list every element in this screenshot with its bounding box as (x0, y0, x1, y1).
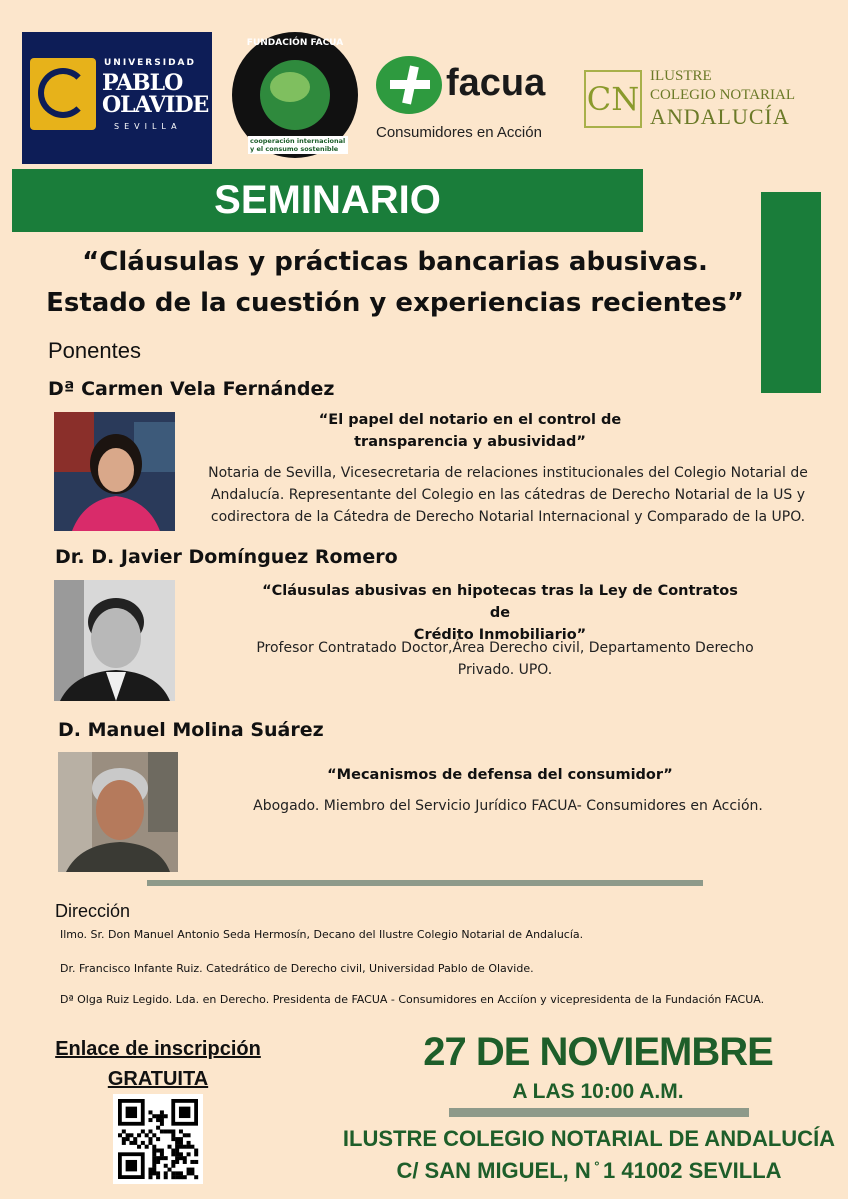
facua-plus-icon (376, 56, 442, 114)
upo-logo-line2: PABLO (102, 70, 183, 96)
event-date: 27 DE NOVIEMBRE (423, 1030, 773, 1074)
speaker-1-talk (260, 409, 680, 453)
seminar-title-line1: “Cláusulas y prácticas bancarias abusivas. (82, 247, 708, 277)
facua-logo-tagline: Consumidores en Acción (376, 124, 542, 141)
globe-icon (260, 60, 330, 130)
event-divider (449, 1108, 749, 1117)
speaker-3-photo (58, 752, 178, 872)
speaker-2-photo (54, 580, 175, 701)
speaker-3-talk (280, 764, 720, 786)
direccion-item-2: Dr. Francisco Infante Ruiz. Catedrático de Derecho civil, Universidad Pablo de Olavide. (60, 962, 534, 975)
colegio-notarial-logo (584, 64, 824, 134)
facua-logo-word: facua (446, 62, 546, 104)
event-time: A LAS 10:00 A.M. (512, 1080, 684, 1103)
speaker-3-name: D. Manuel Molina Suárez (58, 719, 324, 741)
speaker-2-talk-line1: “Cláusulas abusivas en hipotecas tras la Ley de Contratos de (262, 583, 738, 621)
upo-logo-line1: UNIVERSIDAD (104, 58, 196, 68)
speaker-2-name: Dr. D. Javier Domínguez Romero (55, 546, 398, 568)
qr-code[interactable] (113, 1094, 203, 1184)
upo-logo-line4: SEVILLA (114, 122, 182, 131)
seminar-title-line2: Estado de la cuestión y experiencias recientes” (46, 288, 744, 318)
speaker-1-bio (188, 462, 828, 528)
speaker-3-bio (218, 795, 798, 817)
speaker-2-bio-line1: Profesor Contratado Doctor,Área Derecho civil, Departamento Derecho (256, 640, 754, 656)
notarial-logo-line1: ILUSTRE (650, 68, 712, 84)
upo-logo-line3: OLAVIDE (102, 92, 209, 118)
ponentes-heading: Ponentes (48, 338, 141, 363)
upo-emblem-icon (30, 58, 96, 130)
notarial-logo-line2: COLEGIO NOTARIAL (650, 87, 796, 103)
speaker-1-bio-line3: codirectora de la Cátedra de Derecho Notarial Internacional y Comparado de la UPO. (210, 509, 806, 525)
direccion-item-1: Ilmo. Sr. Don Manuel Antonio Seda Hermosín, Decano del Ilustre Colegio Notarial de Andalucía. (60, 928, 584, 941)
inscripcion-link[interactable] (36, 1034, 280, 1094)
speaker-2-bio (210, 637, 800, 681)
speaker-2-talk-line2: Crédito Inmobiliario” (413, 627, 587, 643)
upo-logo (22, 32, 212, 164)
direccion-heading: Dirección (55, 901, 131, 921)
fundacion-logo-title: FUNDACIÓN FACUA (246, 38, 344, 48)
speaker-2-bio-line2: Privado. UPO. (457, 662, 553, 678)
speaker-3-bio-line1: Abogado. Miembro del Servicio Jurídico FACUA- Consumidores en Acción. (253, 798, 763, 814)
direccion-item-3: Dª Olga Ruiz Legido. Lda. en Derecho. Presidenta de FACUA - Consumidores en Acciíon y vicepresidenta de la Fundación FACUA. (60, 993, 765, 1006)
speaker-3-talk-line1: “Mecanismos de defensa del consumidor” (327, 767, 673, 783)
fundacion-facua-logo (232, 32, 358, 164)
speaker-1-photo (54, 412, 175, 531)
inscripcion-line1[interactable]: Enlace de inscripción (55, 1038, 261, 1060)
fundacion-logo-subtitle: cooperación internacional y el consumo sostenible (248, 136, 348, 154)
event-venue: ILUSTRE COLEGIO NOTARIAL DE ANDALUCÍA (342, 1126, 836, 1151)
event-address: C/ SAN MIGUEL, N ̊ 1 41002 SEVILLA (396, 1158, 782, 1183)
notarial-logo-line3: ANDALUCÍA (650, 104, 790, 129)
speaker-1-bio-line1: Notaria de Sevilla, Vicesecretaria de relaciones institucionales del Colegio Notarial de (208, 465, 808, 481)
seminario-banner: SEMINARIO (12, 169, 643, 232)
speaker-1-talk-line2: transparencia y abusividad” (354, 434, 586, 450)
speaker-1-talk-line1: “El papel del notario en el control de (318, 412, 622, 428)
section-divider (147, 880, 703, 886)
cn-monogram-icon: CN (584, 70, 642, 128)
inscripcion-line2[interactable]: GRATUITA (107, 1068, 209, 1090)
speaker-1-name: Dª Carmen Vela Fernández (48, 378, 335, 400)
facua-logo (376, 50, 566, 150)
speaker-1-bio-line2: Andalucía. Representante del Colegio en las cátedras de Derecho Notarial de la US y (210, 487, 806, 503)
